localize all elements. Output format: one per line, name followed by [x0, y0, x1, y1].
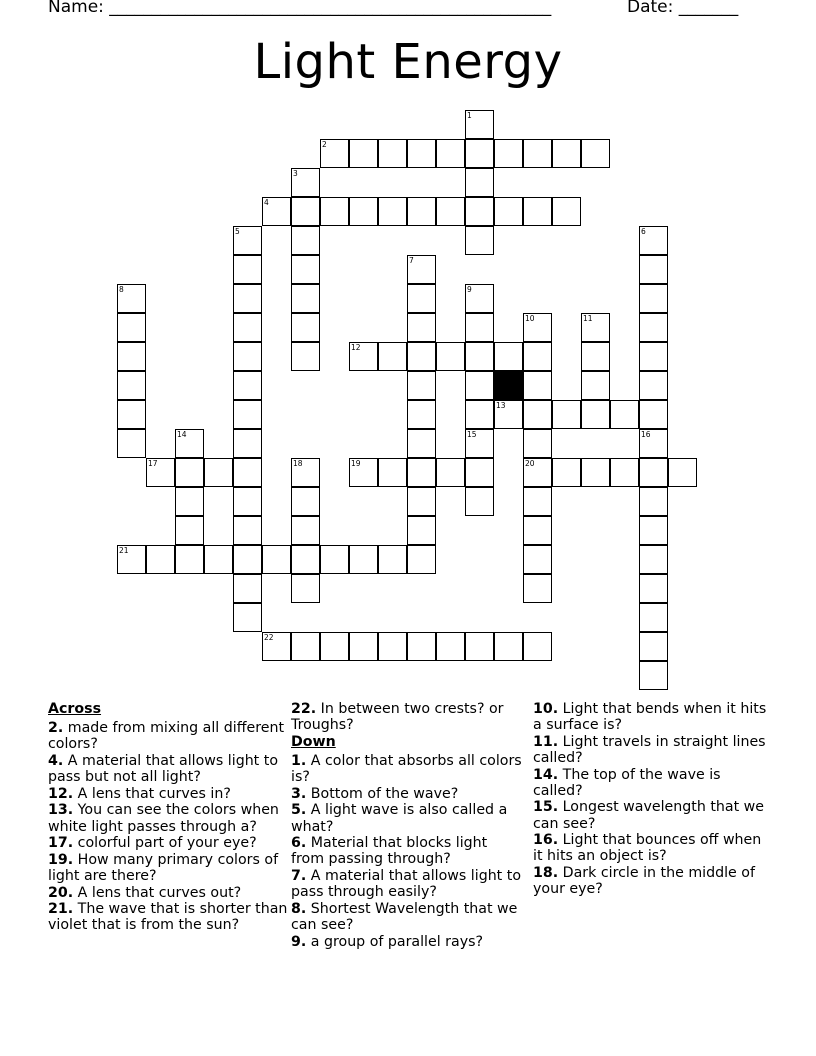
grid-cell[interactable] — [349, 139, 378, 168]
grid-cell[interactable] — [291, 574, 320, 603]
clue-number: 20. — [48, 884, 74, 901]
clue-text: Material that blocks light from passing through? — [291, 835, 488, 868]
clue-number: 7. — [291, 867, 307, 884]
clue-across-13 — [48, 802, 288, 834]
grid-cell[interactable] — [204, 545, 233, 574]
grid-cell[interactable] — [465, 400, 494, 429]
clue-number: 10. — [533, 701, 559, 717]
clue-down-14 — [533, 767, 773, 799]
clue-number: 22. — [291, 701, 317, 717]
grid-cell[interactable] — [465, 458, 494, 487]
clues-column-2 — [291, 701, 523, 950]
grid-cell[interactable] — [378, 342, 407, 371]
grid-cell[interactable] — [639, 545, 668, 574]
grid-cell[interactable] — [465, 632, 494, 661]
clue-text: A material that allows light to pass but not all light? — [48, 753, 279, 786]
grid-cell[interactable] — [407, 487, 436, 516]
grid-cell[interactable] — [639, 574, 668, 603]
grid-cell[interactable] — [407, 139, 436, 168]
grid-cell-number: 17 — [148, 459, 158, 468]
grid-cell[interactable] — [233, 545, 262, 574]
grid-cell[interactable] — [233, 284, 262, 313]
grid-cell-number: 14 — [177, 430, 187, 439]
grid-cell-number: 15 — [467, 430, 477, 439]
clue-number: 17. — [48, 835, 74, 852]
grid-cell[interactable] — [407, 371, 436, 400]
clue-number: 5. — [291, 802, 307, 819]
across-heading: Across — [48, 701, 102, 717]
grid-cell[interactable] — [436, 139, 465, 168]
page-title: Light Energy — [253, 34, 563, 90]
clue-down-18 — [533, 865, 773, 897]
clue-across-19 — [48, 852, 288, 884]
clue-text: Light travels in straight lines called? — [533, 733, 766, 766]
grid-cell[interactable] — [436, 458, 465, 487]
grid-cell[interactable] — [552, 139, 581, 168]
clue-text: A light wave is also called a what? — [291, 802, 508, 835]
clue-text: In between two crests? or Troughs? — [291, 701, 504, 734]
clue-number: 9. — [291, 933, 307, 950]
clue-number: 4. — [48, 753, 64, 769]
clue-text: The wave that is shorter than violet that is from the sun? — [48, 901, 288, 934]
grid-cell[interactable] — [523, 342, 552, 371]
grid-cell[interactable] — [407, 429, 436, 458]
grid-cell-number: 10 — [525, 314, 535, 323]
grid-cell[interactable] — [465, 342, 494, 371]
grid-cell[interactable] — [494, 342, 523, 371]
grid-cell[interactable] — [465, 371, 494, 400]
grid-cell[interactable] — [407, 545, 436, 574]
grid-cell[interactable] — [407, 284, 436, 313]
grid-cell[interactable] — [291, 197, 320, 226]
grid-cell[interactable] — [378, 632, 407, 661]
date-field-label[interactable]: Date: _______ — [627, 0, 739, 17]
grid-cell[interactable] — [175, 545, 204, 574]
clue-across-22 — [291, 701, 523, 733]
grid-cell[interactable] — [581, 400, 610, 429]
clue-number: 16. — [533, 832, 559, 849]
clue-text: a group of parallel rays? — [310, 933, 484, 950]
clue-down-15 — [533, 799, 773, 831]
grid-cell[interactable] — [407, 400, 436, 429]
clue-text: You can see the colors when white light passes through a? — [48, 802, 279, 835]
grid-cell[interactable] — [262, 545, 291, 574]
grid-cell[interactable] — [117, 342, 146, 371]
grid-cell-number: 3 — [293, 169, 298, 178]
grid-cell-number: 8 — [119, 285, 124, 294]
grid-cell-number: 20 — [525, 459, 535, 468]
grid-cell-number: 22 — [264, 633, 274, 642]
grid-cell[interactable] — [407, 255, 436, 284]
grid-cell[interactable] — [349, 458, 378, 487]
grid-cell[interactable] — [233, 400, 262, 429]
grid-cell[interactable] — [175, 458, 204, 487]
grid-cell[interactable] — [639, 371, 668, 400]
grid-cell[interactable] — [291, 226, 320, 255]
grid-cell[interactable] — [233, 313, 262, 342]
clue-number: 19. — [48, 851, 74, 868]
clue-text: Bottom of the wave? — [310, 785, 459, 802]
grid-cell[interactable] — [610, 458, 639, 487]
clue-text: How many primary colors of light are there? — [48, 851, 279, 884]
grid-cell-number: 18 — [293, 459, 303, 468]
grid-cell[interactable] — [407, 516, 436, 545]
grid-cell[interactable] — [494, 139, 523, 168]
grid-cell[interactable] — [465, 226, 494, 255]
grid-cell[interactable] — [291, 255, 320, 284]
grid-cell-number: 13 — [496, 401, 506, 410]
grid-cell-number: 6 — [641, 227, 646, 236]
grid-cell-number: 1 — [467, 111, 472, 120]
grid-cell[interactable] — [436, 197, 465, 226]
grid-cell[interactable] — [204, 458, 233, 487]
grid-cell[interactable] — [378, 139, 407, 168]
grid-cell[interactable] — [349, 197, 378, 226]
clues-column-3 — [533, 701, 773, 898]
clue-text: colorful part of your eye? — [77, 835, 257, 852]
grid-cell[interactable] — [523, 458, 552, 487]
grid-cell[interactable] — [233, 342, 262, 371]
clue-text: Light that bends when it hits a surface is? — [533, 701, 767, 734]
grid-cell[interactable] — [523, 632, 552, 661]
clue-across-21 — [48, 901, 288, 933]
grid-cell[interactable] — [465, 168, 494, 197]
grid-cell[interactable] — [378, 458, 407, 487]
grid-cell[interactable] — [349, 632, 378, 661]
grid-cell[interactable] — [291, 545, 320, 574]
clue-down-9 — [291, 934, 523, 950]
clue-text: made from mixing all different colors? — [48, 720, 285, 753]
grid-cell[interactable] — [436, 632, 465, 661]
grid-cell[interactable] — [639, 516, 668, 545]
grid-cell[interactable] — [552, 197, 581, 226]
clue-down-5 — [291, 802, 523, 834]
grid-cell[interactable] — [320, 545, 349, 574]
clue-across-17 — [48, 835, 288, 851]
grid-cell[interactable] — [494, 400, 523, 429]
grid-cell[interactable] — [581, 371, 610, 400]
clue-text: Light that bounces off when it hits an object is? — [533, 832, 762, 865]
grid-cell[interactable] — [639, 632, 668, 661]
grid-cell[interactable] — [233, 458, 262, 487]
grid-cell[interactable] — [233, 255, 262, 284]
clue-across-2 — [48, 720, 288, 752]
grid-cell[interactable] — [117, 313, 146, 342]
grid-cell[interactable] — [233, 487, 262, 516]
grid-cell[interactable] — [523, 429, 552, 458]
grid-cell[interactable] — [262, 632, 291, 661]
clue-number: 6. — [291, 835, 307, 852]
grid-cell[interactable] — [117, 429, 146, 458]
grid-cell[interactable] — [639, 226, 668, 255]
grid-cell[interactable] — [581, 342, 610, 371]
grid-cell[interactable] — [291, 487, 320, 516]
clue-number: 8. — [291, 900, 307, 917]
grid-cell[interactable] — [233, 226, 262, 255]
clue-number: 18. — [533, 864, 559, 881]
name-field-label[interactable]: Name: ____________________________________________________ — [48, 0, 552, 17]
grid-cell[interactable] — [117, 545, 146, 574]
clue-number: 15. — [533, 799, 559, 816]
grid-cell[interactable] — [494, 632, 523, 661]
grid-cell[interactable] — [407, 458, 436, 487]
grid-cell[interactable] — [233, 429, 262, 458]
grid-cell-number: 2 — [322, 140, 327, 149]
clue-text: Dark circle in the middle of your eye? — [533, 864, 755, 898]
clue-across-12 — [48, 786, 288, 802]
grid-cell[interactable] — [639, 400, 668, 429]
grid-cell[interactable] — [523, 371, 552, 400]
grid-cell-number: 19 — [351, 459, 361, 468]
grid-cell[interactable] — [117, 371, 146, 400]
clues-column-1 — [48, 701, 288, 934]
grid-cell[interactable] — [233, 516, 262, 545]
grid-cell[interactable] — [581, 139, 610, 168]
clue-number: 13. — [48, 802, 74, 819]
clue-text: A lens that curves in? — [77, 785, 231, 802]
grid-cell[interactable] — [146, 458, 175, 487]
grid-cell[interactable] — [610, 400, 639, 429]
clue-number: 12. — [48, 785, 74, 802]
grid-cell[interactable] — [465, 284, 494, 313]
grid-cell[interactable] — [581, 458, 610, 487]
grid-cell[interactable] — [117, 400, 146, 429]
grid-cell[interactable] — [262, 197, 291, 226]
grid-cell[interactable] — [523, 516, 552, 545]
grid-cell[interactable] — [523, 139, 552, 168]
grid-cell[interactable] — [639, 429, 668, 458]
grid-cell[interactable] — [523, 574, 552, 603]
grid-cell[interactable] — [639, 255, 668, 284]
clue-down-16 — [533, 832, 773, 864]
grid-cell[interactable] — [146, 545, 175, 574]
clue-text: Shortest Wavelength that we can see? — [291, 900, 518, 933]
grid-cell[interactable] — [291, 516, 320, 545]
grid-cell[interactable] — [639, 487, 668, 516]
clue-text: A lens that curves out? — [77, 884, 242, 901]
clue-number: 1. — [291, 753, 307, 769]
clue-down-3 — [291, 786, 523, 802]
grid-cell-number: 9 — [467, 285, 472, 294]
grid-cell[interactable] — [639, 342, 668, 371]
grid-block-cell — [494, 371, 523, 400]
clue-across-4 — [48, 753, 288, 785]
grid-cell-number: 12 — [351, 343, 361, 352]
grid-cell[interactable] — [378, 545, 407, 574]
grid-cell[interactable] — [117, 284, 146, 313]
grid-cell[interactable] — [668, 458, 697, 487]
grid-cell[interactable] — [291, 168, 320, 197]
grid-cell[interactable] — [639, 603, 668, 632]
grid-cell[interactable] — [407, 632, 436, 661]
clue-down-1 — [291, 753, 523, 785]
grid-cell[interactable] — [494, 197, 523, 226]
grid-cell[interactable] — [233, 371, 262, 400]
grid-cell[interactable] — [233, 603, 262, 632]
clue-down-7 — [291, 868, 523, 900]
grid-cell[interactable] — [378, 197, 407, 226]
grid-cell[interactable] — [639, 458, 668, 487]
grid-cell[interactable] — [175, 516, 204, 545]
grid-cell[interactable] — [320, 197, 349, 226]
grid-cell[interactable] — [407, 197, 436, 226]
grid-cell[interactable] — [407, 313, 436, 342]
grid-cell[interactable] — [320, 632, 349, 661]
grid-cell-number: 21 — [119, 546, 129, 555]
grid-cell[interactable] — [523, 400, 552, 429]
grid-cell[interactable] — [523, 487, 552, 516]
clue-number: 11. — [533, 733, 559, 750]
clue-down-11 — [533, 734, 773, 766]
grid-cell-number: 7 — [409, 256, 414, 265]
grid-cell[interactable] — [349, 342, 378, 371]
grid-cell[interactable] — [291, 284, 320, 313]
grid-cell[interactable] — [349, 545, 378, 574]
grid-cell[interactable] — [523, 545, 552, 574]
grid-cell[interactable] — [465, 429, 494, 458]
grid-cell[interactable] — [175, 429, 204, 458]
clue-text: A color that absorbs all colors is? — [291, 753, 522, 786]
down-heading: Down — [291, 733, 336, 750]
clue-down-10 — [533, 701, 773, 733]
clue-text: Longest wavelength that we can see? — [533, 799, 764, 832]
clue-text: A material that allows light to pass through easily? — [291, 867, 522, 901]
clue-text: The top of the wave is called? — [533, 766, 721, 799]
grid-cell-number: 5 — [235, 227, 240, 236]
grid-cell[interactable] — [465, 139, 494, 168]
grid-cell[interactable] — [465, 110, 494, 139]
clue-number: 21. — [48, 901, 74, 918]
clue-down-6 — [291, 835, 523, 867]
grid-cell[interactable] — [465, 313, 494, 342]
grid-cell[interactable] — [291, 458, 320, 487]
grid-cell[interactable] — [552, 400, 581, 429]
grid-cell[interactable] — [291, 632, 320, 661]
grid-cell[interactable] — [175, 487, 204, 516]
grid-cell-number: 11 — [583, 314, 593, 323]
grid-cell-number: 4 — [264, 198, 269, 207]
grid-cell[interactable] — [233, 574, 262, 603]
grid-cell[interactable] — [436, 342, 465, 371]
grid-cell[interactable] — [639, 284, 668, 313]
grid-cell[interactable] — [320, 139, 349, 168]
clue-across-20 — [48, 885, 288, 901]
grid-cell[interactable] — [552, 458, 581, 487]
grid-cell[interactable] — [465, 487, 494, 516]
grid-cell[interactable] — [523, 313, 552, 342]
grid-cell[interactable] — [291, 313, 320, 342]
grid-cell[interactable] — [639, 661, 668, 690]
clue-number: 2. — [48, 720, 64, 737]
grid-cell[interactable] — [581, 313, 610, 342]
grid-cell[interactable] — [407, 342, 436, 371]
grid-cell[interactable] — [639, 313, 668, 342]
grid-cell[interactable] — [291, 342, 320, 371]
grid-cell-number: 16 — [641, 430, 651, 439]
grid-cell[interactable] — [523, 197, 552, 226]
clue-number: 3. — [291, 785, 307, 802]
clue-number: 14. — [533, 766, 559, 783]
grid-cell[interactable] — [465, 197, 494, 226]
clue-down-8 — [291, 901, 523, 933]
